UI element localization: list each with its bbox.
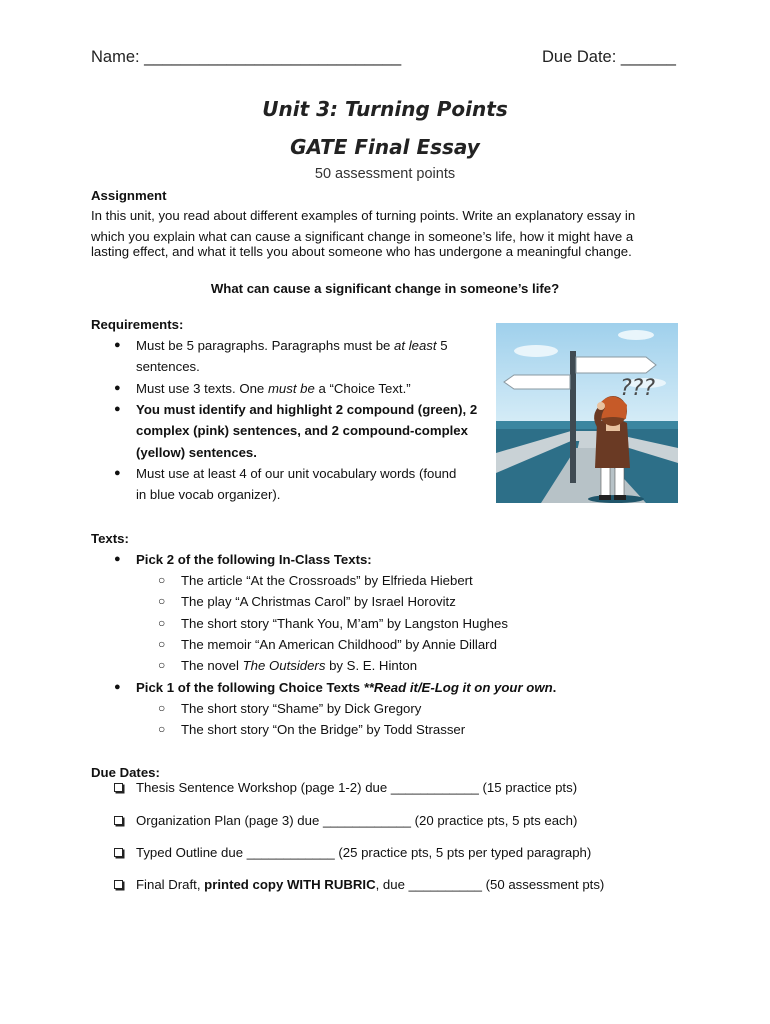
inclass-text-item: The novel The Outsiders by S. E. Hinton	[181, 658, 418, 673]
assignment-heading: Assignment	[91, 188, 167, 203]
checkbox-icon[interactable]	[114, 848, 123, 857]
inclass-text-item: The article “At the Crossroads” by Elfrieda Hiebert	[181, 573, 473, 588]
due-dates-heading: Due Dates:	[91, 765, 160, 780]
points-subtitle: 50 assessment points	[314, 166, 456, 182]
assignment-line: which you explain what can cause a significant change in someone’s life, how it might have a	[91, 229, 634, 244]
choice-text-item: The short story “On the Bridge” by Todd Strasser	[181, 722, 466, 737]
sub-bullet-icon: ○	[158, 594, 166, 608]
checkbox-icon[interactable]	[114, 816, 123, 825]
assignment-line: In this unit, you read about different examples of turning points. Write an explanatory essay in	[91, 208, 636, 223]
bullet-icon: ●	[114, 382, 121, 394]
inclass-texts-heading: Pick 2 of the following In-Class Texts:	[136, 552, 372, 567]
checkbox-icon[interactable]	[114, 880, 123, 889]
requirement-1: Must be 5 paragraphs. Paragraphs must be at least 5	[136, 338, 448, 353]
bullet-icon: ●	[114, 467, 121, 479]
inclass-text-item: The short story “Thank You, M’am” by Langston Hughes	[181, 616, 508, 631]
bullet-icon: ●	[114, 681, 121, 693]
sub-bullet-icon: ○	[158, 658, 166, 672]
choice-texts-heading: Pick 1 of the following Choice Texts **Read it/E-Log it on your own.	[136, 680, 557, 695]
choice-text-item: The short story “Shame” by Dick Gregory	[181, 701, 422, 716]
requirement-1-cont: sentences.	[136, 359, 200, 374]
requirement-3: You must identify and highlight 2 compound (green), 2	[136, 402, 478, 417]
texts-heading: Texts:	[91, 531, 129, 546]
guiding-question: What can cause a significant change in someone’s life?	[210, 281, 560, 296]
bullet-icon: ●	[114, 553, 121, 565]
sub-bullet-icon: ○	[158, 722, 166, 736]
crossroads-illustration	[496, 323, 678, 503]
due-date-item: Thesis Sentence Workshop (page 1-2) due ____________ (15 practice pts)	[136, 780, 578, 795]
requirement-4-cont: in blue vocab organizer).	[136, 487, 281, 502]
inclass-text-item: The play “A Christmas Carol” by Israel Horovitz	[181, 594, 456, 609]
due-date-item: Typed Outline due ____________ (25 practice pts, 5 pts per typed paragraph)	[136, 845, 592, 860]
requirements-heading: Requirements:	[91, 317, 184, 332]
unit-title: Unit 3: Turning Points	[262, 97, 508, 121]
name-field-label: Name: ____________________________	[91, 48, 402, 66]
requirement-3-cont: complex (pink) sentences, and 2 compound-complex	[136, 423, 468, 438]
due-date-item: Organization Plan (page 3) due ____________ (20 practice pts, 5 pts each)	[136, 813, 578, 828]
due-date-item: Final Draft, printed copy WITH RUBRIC, due __________ (50 assessment pts)	[136, 877, 605, 892]
checkbox-icon[interactable]	[114, 783, 123, 792]
sub-bullet-icon: ○	[158, 573, 166, 587]
requirement-2: Must use 3 texts. One must be a “Choice Text.”	[136, 381, 411, 396]
bullet-icon: ●	[114, 403, 121, 415]
question-marks: ???	[620, 376, 656, 401]
requirement-4: Must use at least 4 of our unit vocabulary words (found	[136, 466, 457, 481]
essay-title: GATE Final Essay	[290, 135, 480, 159]
sub-bullet-icon: ○	[158, 616, 166, 630]
sub-bullet-icon: ○	[158, 701, 166, 715]
sub-bullet-icon: ○	[158, 637, 166, 651]
bullet-icon: ●	[114, 339, 121, 351]
assignment-line: lasting effect, and what it tells you about someone who has undergone a meaningful change.	[91, 244, 632, 259]
requirement-3-cont: (yellow) sentences.	[136, 445, 257, 460]
inclass-text-item: The memoir “An American Childhood” by Annie Dillard	[181, 637, 497, 652]
due-date-field-label: Due Date: ______	[542, 48, 676, 66]
